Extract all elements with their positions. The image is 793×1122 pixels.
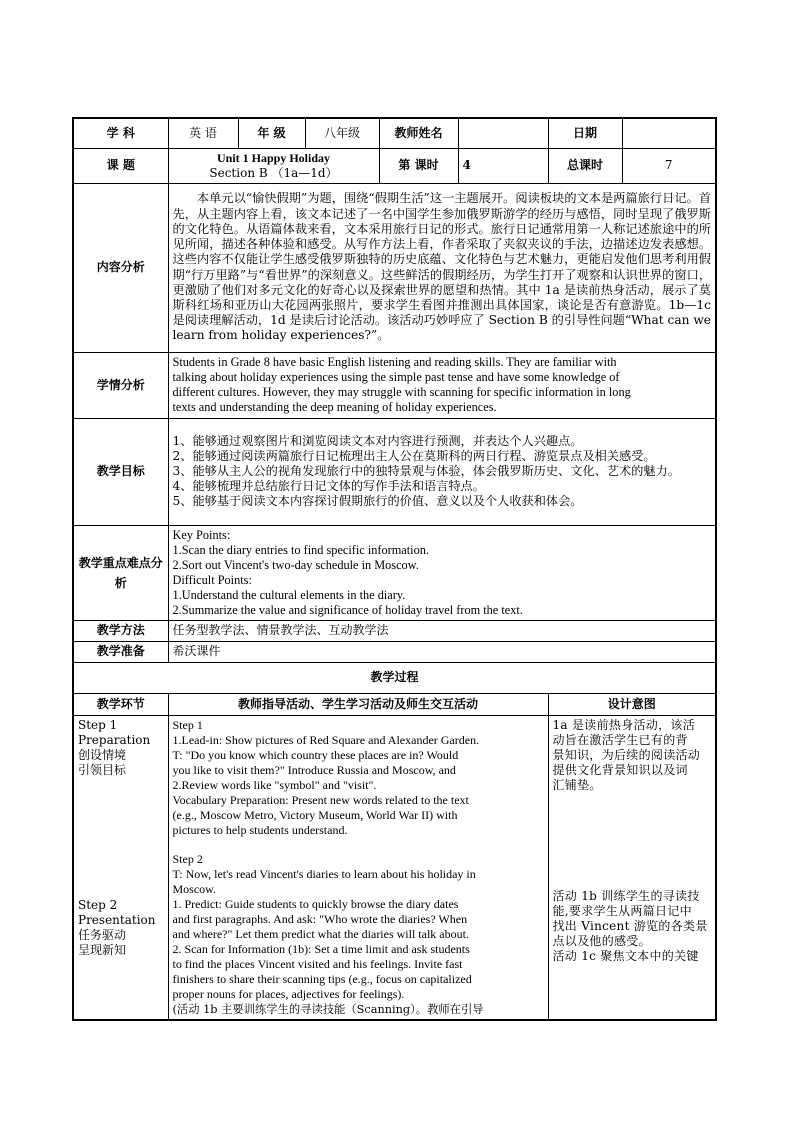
stage-step1-name: Preparation	[78, 732, 151, 747]
process-title: 教学过程	[73, 662, 716, 693]
lesson-number-value: 4	[458, 148, 548, 183]
objective-item: 5、能够基于阅读文本内容探讨假期旅行的价值、意义以及个人收获和体会。	[172, 494, 583, 508]
unit-title: Unit 1 Happy Holiday	[216, 150, 331, 165]
intent1-line: 动旨在激活学生已有的背	[552, 732, 688, 747]
stage-step2-cn2: 呈现新知	[78, 942, 127, 957]
objective-item: 3、能够从主人公的视角发现旅行中的独特景观与体验，体会俄罗斯历史、文化、艺术的魅力。	[172, 464, 680, 478]
key-point-line: Difficult Points:	[172, 572, 252, 587]
intent1-line: 1a 是读前热身活动，该活	[552, 717, 696, 732]
learner-line: talking about holiday experiences using the simple past tense and have some knowledge of	[172, 370, 620, 384]
key-point-line: 2.Summarize the value and significance of holiday travel from the text.	[172, 602, 523, 617]
key-points-label: 教学重点难点分析	[73, 525, 168, 620]
step2-line: and where?" Let them predict what the diaries will talk about.	[172, 926, 469, 941]
method-value: 任务型教学法、情景教学法、互动教学法	[168, 620, 716, 641]
process-header-row	[73, 693, 716, 715]
grade-label: 年 级	[238, 118, 305, 148]
learner-analysis-row	[73, 352, 716, 418]
step2-line: Step 2	[172, 851, 203, 866]
objectives-row	[73, 418, 716, 525]
stage-step2-name: Presentation	[78, 912, 156, 927]
step2-line: to find the places Vincent visited and his feelings. Invite fast	[172, 956, 463, 971]
step2-line: 2. Scan for Information (1b): Set a time limit and ask students	[172, 941, 470, 956]
subject-value: 英 语	[168, 118, 238, 148]
step2-line: and first paragraphs. And ask: "Who wrote the diaries? When	[172, 911, 468, 926]
intent2-line: 点以及他的感受。	[552, 933, 651, 948]
process-title-row	[73, 662, 716, 693]
topic-label: 课 题	[73, 148, 168, 183]
stage-step2-cn1: 任务驱动	[78, 927, 127, 942]
intent2-line: 活动 1c 聚焦文本中的关键	[552, 948, 699, 963]
date-label: 日期	[548, 118, 622, 148]
key-point-line: Key Points:	[172, 527, 231, 542]
step2-line: T: Now, let's read Vincent's diaries to learn about his holiday in	[172, 866, 476, 881]
step1-line: Vocabulary Preparation: Present new words related to the text	[172, 792, 469, 807]
activity-cell	[168, 715, 548, 1020]
method-row	[73, 620, 716, 641]
key-point-line: 1.Understand the cultural elements in the diary.	[172, 587, 406, 602]
grade-value: 八年级	[305, 118, 379, 148]
subject-label: 学 科	[73, 118, 168, 148]
topic-value	[168, 148, 379, 183]
learner-line: texts and understanding the deep meaning of holiday experiences.	[172, 400, 497, 414]
intent1-line: 汇铺垫。	[552, 777, 602, 792]
step1-line: you like to visit them?" Introduce Russia and Moscow, and	[172, 762, 456, 777]
objective-item: 1、能够通过观察图片和浏览阅读文本对内容进行预测，并表达个人兴趣点。	[172, 434, 583, 448]
step2-line: finishers to share their scanning tips (e.g., focus on capitalized	[172, 971, 472, 986]
topic-row	[73, 148, 716, 183]
preparation-label: 教学准备	[73, 641, 168, 662]
intent1-line: 景知识，为后续的阅读活动	[552, 747, 701, 762]
lesson-number-label: 第 课时	[379, 148, 458, 183]
learner-analysis-label: 学情分析	[73, 352, 168, 418]
objectives-label: 教学目标	[73, 418, 168, 525]
objective-item: 4、能够梳理并总结旅行日记文体的写作手法和语言特点。	[172, 479, 485, 493]
content-analysis-row	[73, 183, 716, 352]
intent2-line: 找出 Vincent 游览的各类景	[552, 918, 708, 933]
preparation-row	[73, 641, 716, 662]
learner-analysis-text	[168, 352, 716, 418]
step2-line: (活动 1b 主要训练学生的寻读技能（Scanning）。教师在引导	[172, 1002, 484, 1016]
stage-step1-number: Step 1	[78, 717, 118, 732]
intent2-line: 活动 1b 训练学生的寻读技	[552, 888, 700, 903]
date-value	[622, 118, 716, 148]
intent1-line: 提供文化背景知识以及词	[552, 762, 688, 777]
step2-line: 1. Predict: Guide students to quickly browse the diary dates	[172, 896, 459, 911]
stage-step1-cn2: 引领目标	[78, 762, 127, 777]
step2-line: proper nouns for places, adjectives for feelings).	[172, 986, 405, 1001]
intent-column-header: 设计意图	[548, 693, 716, 715]
content-analysis-text: 本单元以“愉快假期”为题，围绕“假期生活”这一主题展开。阅读板块的文本是两篇旅行日记。首先，从主题内容上看，该文本记述了一名中国学生参加俄罗斯游学的经历与感悟，同时呈现了俄罗斯的文化特色。从语篇体裁来看，文本采用旅行日记的形式。旅行日记通常用第一人称记述旅途中的所见所闻，描述各种体验和感受。从写作方法上看，作者采取了夹叙夹议的手法，边描述边发表感想。这些内容不仅能让学生感受俄罗斯独特的历史底蕴、文化特色与艺术魅力，更能启发他们思考利用假期“行万里路”与“看世界”的深刻意义。这些鲜活的假期经历，为学生打开了观察和认识世界的窗口，更激励了他们对多元文化的好奇心以及探索世界的愿望和热情。其中 1a 是读前热身活动，展示了莫斯科红场和亚历山大花园两张照片，要求学生看图并推测出具体国家，谈论是否有意游览。1b—1c 是阅读理解活动，1d 是读后讨论活动。该活动巧妙呼应了 Section B 的引导性问题“What can we learn from holiday experiences?”。	[168, 183, 716, 352]
total-lessons-value: 7	[622, 148, 716, 183]
objective-item: 2、能够通过阅读两篇旅行日记梳理出主人公在莫斯科的两日行程、游览景点及相关感受。	[172, 449, 656, 463]
stage-cell	[73, 715, 168, 1020]
lesson-plan-table	[72, 117, 717, 1021]
step1-line: (e.g., Moscow Metro, Victory Museum, World War II) with	[172, 807, 458, 822]
step1-line: T: "Do you know which country these places are in? Would	[172, 747, 459, 762]
activity-column-header: 教师指导活动、学生学习活动及师生交互活动	[168, 693, 548, 715]
stage-column-header: 教学环节	[73, 693, 168, 715]
key-point-line: 2.Sort out Vincent's two-day schedule in Moscow.	[172, 557, 419, 572]
lesson-plan-page	[72, 117, 715, 1021]
teacher-label: 教师姓名	[379, 118, 458, 148]
learner-line: Students in Grade 8 have basic English listening and reading skills. They are familiar with	[172, 355, 617, 369]
method-label: 教学方法	[73, 620, 168, 641]
total-lessons-label: 总课时	[548, 148, 622, 183]
process-body-row	[73, 715, 716, 1020]
step1-line: pictures to help students understand.	[172, 822, 348, 837]
step2-line: Moscow.	[172, 881, 217, 896]
preparation-value: 希沃课件	[168, 641, 716, 662]
stage-step1-cn1: 创设情境	[78, 747, 127, 762]
objectives-text	[168, 418, 716, 525]
step1-line: 1.Lead-in: Show pictures of Red Square and Alexander Garden.	[172, 732, 480, 747]
step1-line: 2.Review words like "symbol" and "visit".	[172, 777, 377, 792]
intent2-line: 能,要求学生从两篇日记中	[552, 903, 692, 918]
stage-step2-number: Step 2	[78, 897, 118, 912]
teacher-value	[458, 118, 548, 148]
step1-line: Step 1	[172, 717, 203, 732]
intent-cell	[548, 715, 716, 1020]
learner-line: different cultures. However, they may struggle with scanning for specific information in long	[172, 385, 631, 399]
content-analysis-label: 内容分析	[73, 183, 168, 352]
key-points-text	[168, 525, 716, 620]
key-points-row	[73, 525, 716, 620]
header-row	[73, 118, 716, 148]
section-title: Section B （1a—1d）	[209, 165, 338, 180]
key-point-line: 1.Scan the diary entries to find specific information.	[172, 542, 429, 557]
